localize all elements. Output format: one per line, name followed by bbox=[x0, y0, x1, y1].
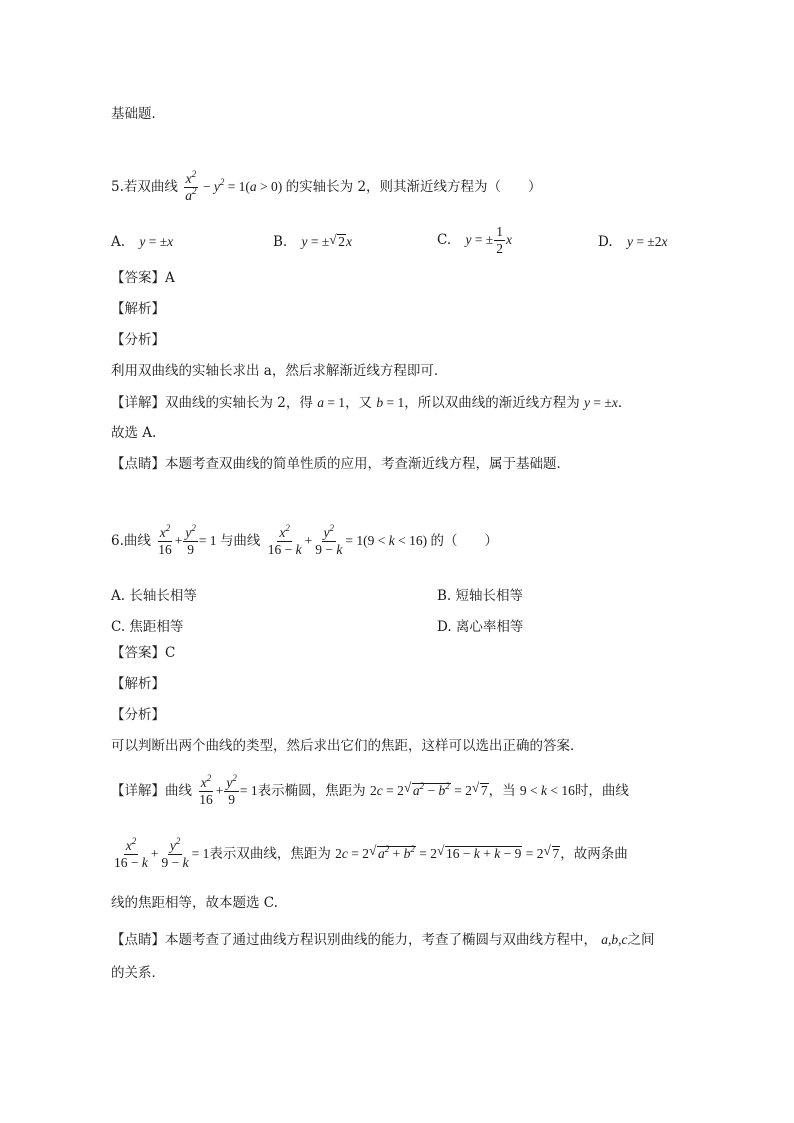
q6-fenxi-heading: 【分析】 bbox=[111, 707, 165, 723]
q6-option-b[interactable]: B. 短轴长相等 bbox=[437, 588, 524, 604]
q6-option-d[interactable]: D. 离心率相等 bbox=[437, 619, 524, 635]
question-5-stem bbox=[111, 169, 542, 204]
q5-label-pre: 5.若双曲线 bbox=[111, 178, 178, 195]
q6-jiexi-heading: 【解析】 bbox=[111, 676, 165, 692]
q6-detail-a: 曲线 bbox=[165, 782, 192, 799]
q5-detail-part1: 双曲线的实轴长为 2，得 bbox=[165, 395, 313, 411]
q5-jiexi-heading: 【解析】 bbox=[111, 301, 165, 317]
q6-dianjing-tag: 【点睛】 bbox=[111, 932, 165, 948]
q6-detail-line2: $\frac{x^2}{16 - k}$ + $\frac{y^2}{9 - k}$ = 1表示双曲线，焦距为 2c = 2√ $a^2 + b^2 = 2√$ 16 − k + k − 9 = 2√ 7，故两条曲 bbox=[111, 839, 628, 870]
q5-conclusion: 故选 A. bbox=[111, 425, 157, 441]
q5-dianjing-text: 本题考查双曲线的简单性质的应用，考查渐近线方程，属于基础题． bbox=[165, 456, 570, 472]
q5-detail-part3: ，所以双曲线的渐近线方程为 bbox=[404, 395, 580, 411]
q6-option-c[interactable]: C. 焦距相等 bbox=[111, 619, 184, 635]
q5-option-a[interactable]: A. y = ±x bbox=[111, 234, 174, 250]
q6-option-a[interactable]: A. 长轴长相等 bbox=[111, 588, 197, 604]
q5-fenxi-text: 利用双曲线的实轴长求出 a，然后求解渐近线方程即可． bbox=[111, 363, 448, 379]
continuation-text: 基础题． bbox=[111, 106, 165, 122]
q6-detail-line3: 线的焦距相等，故本题选 C. bbox=[111, 895, 278, 911]
q6-label-post: 的（ ） bbox=[430, 532, 498, 549]
q5-option-c-label: C. bbox=[437, 231, 452, 248]
q5-option-d[interactable]: D. y = ±2x bbox=[598, 234, 668, 250]
q6-dianjing-line2: 的关系． bbox=[111, 965, 165, 981]
q5-fenxi-heading: 【分析】 bbox=[111, 332, 165, 348]
q6-detail-c: ，当 bbox=[488, 782, 516, 799]
q6-detail-b: 表示椭圆，焦距为 bbox=[257, 782, 366, 799]
q6-detail-d: 时，曲线 bbox=[574, 782, 629, 799]
q5-label-post: 的实轴长为 2，则其渐近线方程为（ ） bbox=[285, 178, 542, 195]
q5-detail-tag: 【详解】 bbox=[111, 395, 165, 411]
q5-dianjing bbox=[111, 458, 570, 472]
q5-equation: $\frac{x^2}{a^2}$ − $y^2 = 1(a > 0)$ bbox=[185, 169, 283, 204]
q5-option-b-label: B. bbox=[273, 234, 288, 250]
q6-label-pre: 6.曲线 bbox=[111, 532, 151, 549]
q5-option-a-label: A. bbox=[111, 234, 126, 250]
question-6-stem bbox=[111, 523, 498, 558]
q6-answer: 【答案】C bbox=[111, 645, 176, 661]
q6-label-mid: 与曲线 bbox=[219, 532, 261, 549]
q5-answer: 【答案】A bbox=[111, 270, 175, 286]
q6-dianjing-line1 bbox=[111, 933, 655, 948]
q6-ellipse-eq: $\frac{x^2}{16}$ + $\frac{y^2}{9}$ = 1 bbox=[158, 523, 217, 558]
q5-option-b[interactable]: B. y = ±√ 2x bbox=[273, 234, 352, 250]
q5-detail-end: ． bbox=[617, 395, 632, 411]
q5-detail-part2: ，又 bbox=[345, 395, 373, 411]
q6-fenxi-text: 可以判断出两个曲线的类型，然后求出它们的焦距，这样可以选出正确的答案． bbox=[111, 738, 584, 754]
q5-detail: 【详解】双曲线的实轴长为 2，得 a = 1，又 b = 1，所以双曲线的渐近线方程为 y = ±x． bbox=[111, 395, 632, 411]
q6-detail-e: 表示双曲线，焦距为 bbox=[209, 845, 331, 862]
q6-detail-tag: 【详解】 bbox=[111, 782, 165, 799]
q6-dianjing-text1: 本题考查了通过曲线方程识别曲线的能力，考查了椭圆与双曲线方程中， bbox=[165, 932, 597, 948]
q6-hyperbola-eq: $\frac{x^2}{16 - k}$ + $\frac{y^2}{9 - k}$ = 1(9 < k < 16) bbox=[267, 523, 428, 558]
q6-detail-f: ，故两条曲 bbox=[560, 845, 628, 862]
q6-dianjing-text2: 之间 bbox=[627, 932, 655, 948]
q5-option-c[interactable]: C. y = ± $\frac{1}{2}$ x bbox=[437, 224, 512, 257]
q5-option-d-label: D. bbox=[598, 234, 613, 250]
q5-dianjing-tag: 【点睛】 bbox=[111, 456, 165, 472]
q6-dianjing-abc: a,b,c bbox=[601, 932, 628, 947]
q6-detail-line1: 【详解】曲线 $\frac{x^2}{16}$ + $\frac{y^2}{9}$ = 1表示椭圆，焦距为 2c = 2√ $a^2 - b^2 = 2√$ 7，当 9 < k < 16时，曲线 bbox=[111, 776, 629, 807]
